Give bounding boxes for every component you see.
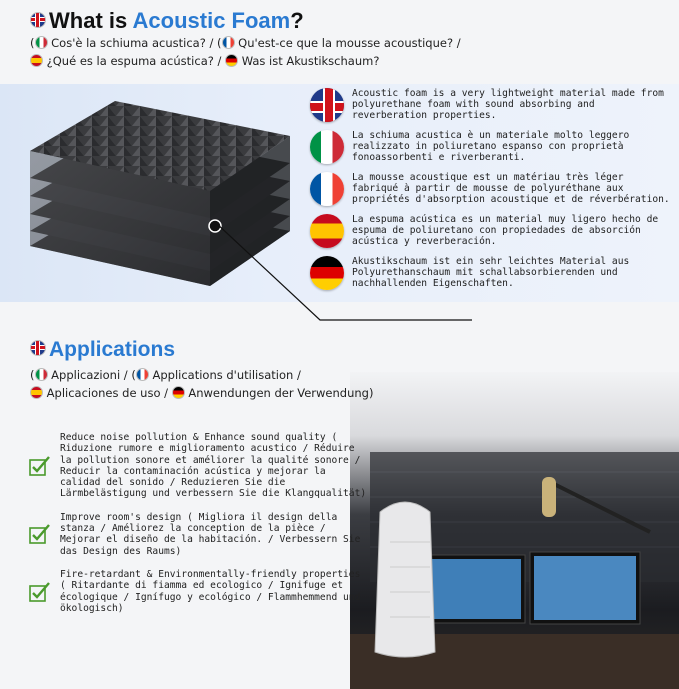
description-text-fr: La mousse acoustique est un matériau très léger fabriqué à partir de mousse de polyuréthane aux propriétés d'absorption acoustique et de réverbération. [352, 172, 670, 205]
uk-flag-icon [30, 340, 46, 356]
list-item [28, 512, 368, 557]
intro-it: Cos'è la schiuma acustica? / [51, 36, 214, 50]
list-item [28, 569, 368, 614]
germany-flag-icon [172, 386, 185, 399]
foam-stack [30, 101, 290, 286]
applications-de: Anwendungen der Verwendung) [188, 386, 374, 400]
applications-list [28, 432, 368, 626]
intro-title [30, 8, 670, 34]
description-list [310, 88, 675, 298]
intro-title-suffix: ? [290, 8, 304, 33]
intro-de: Was ist Akustikschaum? [241, 54, 380, 68]
italy-flag-icon [35, 368, 48, 381]
application-text: Improve room's design ( Migliora il design della stanza / Améliorez la conception de la pièce / Mejorar el diseño de la habitación. / Verbessern Sie das Design des Raums) [60, 511, 361, 557]
description-row-uk [310, 88, 675, 130]
intro-header [30, 8, 670, 70]
studio-photo [350, 372, 679, 689]
intro-subline-1: ( Cos'è la schiuma acustica? / ( Qu'est-ce que la mousse acoustique? / [30, 36, 461, 50]
applications-title-text: Applications [49, 338, 176, 361]
application-text: Fire-retardant & Environmentally-friendly properties ( Ritardante di fiamma ed ecologico / Ignifuge et écologique / Ignífugo y ecológico / Flammhemmend und ökologisch) [60, 568, 361, 614]
france-flag-icon [310, 172, 344, 206]
office-chair [375, 502, 435, 657]
checkbox-icon [28, 522, 52, 546]
germany-flag-icon [225, 54, 238, 67]
spain-flag-icon [30, 386, 43, 399]
intro-es: ¿Qué es la espuma acústica? / [46, 54, 222, 68]
applications-title [30, 338, 450, 362]
checkbox-icon [28, 454, 52, 478]
applications-header [30, 338, 450, 402]
checkbox-icon [28, 580, 52, 604]
description-text-it: La schiuma acustica è un materiale molto leggero realizzato in poliuretano espanso con proprietà fonoassorbenti e riverberanti. [352, 130, 630, 163]
spain-flag-icon [30, 54, 43, 67]
application-text: Reduce noise pollution & Enhance sound quality ( Riduzione rumore e miglioramento acustico / Réduire la pollution sonore et améliorer la qualité sonore / Reducir la contaminación acústica y mejorar la calidad del sonido / Reduzieren Sie die Lärmbelästigung und verbessern Sie die Klangqualität) [60, 432, 367, 500]
monitors [420, 552, 640, 624]
description-row-es [310, 214, 675, 256]
italy-flag-icon [310, 130, 344, 164]
intro-title-prefix: What is [49, 8, 133, 33]
intro-subline-2 [30, 52, 670, 70]
description-text-uk: Acoustic foam is a very lightweight material made from polyurethane foam with sound absorbing and reverberation properties. [352, 88, 664, 121]
intro-title-accent: Acoustic Foam [132, 8, 291, 33]
france-flag-icon [136, 368, 149, 381]
intro-fr: Qu'est-ce que la mousse acoustique? / [238, 36, 461, 50]
germany-flag-icon [310, 256, 344, 290]
description-row-de [310, 256, 675, 298]
acoustic-foam-image [20, 96, 300, 296]
applications-fr: Applications d'utilisation / [152, 368, 301, 382]
uk-flag-icon [310, 88, 344, 122]
description-text-es: La espuma acústica es un material muy ligero hecho de espuma de poliuretano con propiedades de absorción acústica y reverberación. [352, 214, 659, 247]
italy-flag-icon [35, 36, 48, 49]
spain-flag-icon [310, 214, 344, 248]
applications-subline-1: ( Applicazioni / ( Applications d'utilisation / [30, 368, 301, 382]
applications-es: Aplicaciones de uso / [46, 386, 169, 400]
description-text-de: Akustikschaum ist ein sehr leichtes Material aus Polyurethanschaum mit schallabsorbierenden und nachhallenden Eigenschaften. [352, 256, 630, 289]
uk-flag-icon [30, 12, 46, 28]
applications-it: Applicazioni / [51, 368, 128, 382]
list-item [28, 432, 368, 500]
applications-subline-2 [30, 384, 450, 402]
description-row-it [310, 130, 675, 172]
france-flag-icon [222, 36, 235, 49]
description-row-fr [310, 172, 675, 214]
